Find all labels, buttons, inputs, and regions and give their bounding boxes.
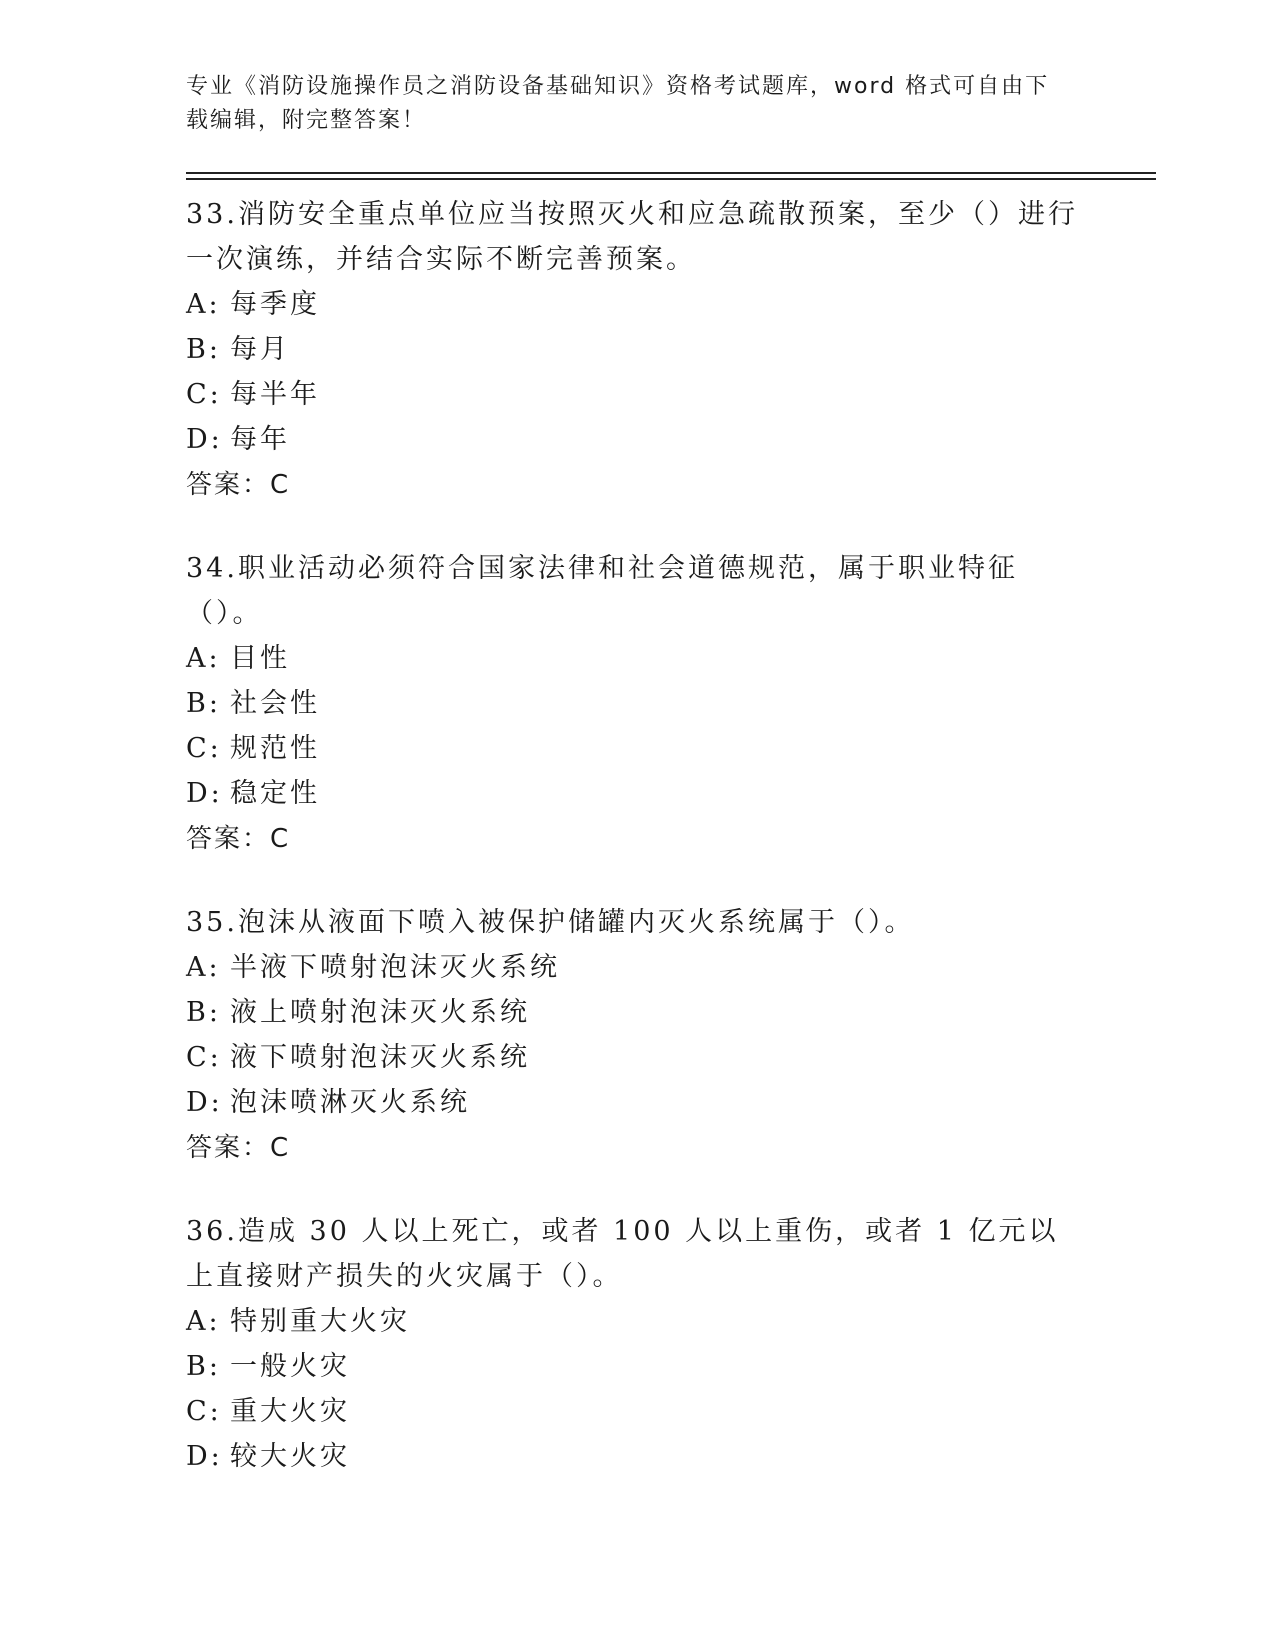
option-a: [186, 1299, 1156, 1344]
option-text: 半液下喷射泡沫灭火系统: [230, 952, 560, 983]
question-stem: 35.泡沫从液面下喷入被保护储罐内灭火系统属于（）。: [186, 907, 915, 938]
option-letter: D:: [186, 1087, 223, 1118]
option-a: [186, 282, 1156, 327]
option-letter: C:: [186, 1042, 222, 1073]
question-34: [186, 546, 1156, 862]
option-c: [186, 726, 1156, 771]
document-intro: 专业《消防设施操作员之消防设备基础知识》资格考试题库，word 格式可自由下载编辑，附完整答案！: [186, 74, 1050, 133]
option-a: [186, 636, 1156, 681]
option-letter: B:: [186, 997, 221, 1028]
option-letter: A:: [186, 1306, 221, 1337]
option-letter: C:: [186, 1396, 222, 1427]
option-b: [186, 1344, 1156, 1389]
question-35: [186, 900, 1156, 1171]
option-text: 液上喷射泡沫灭火系统: [230, 997, 530, 1028]
option-letter: A:: [186, 289, 221, 320]
option-text: 规范性: [230, 733, 320, 764]
option-a: [186, 945, 1156, 990]
question-stem: 33.消防安全重点单位应当按照灭火和应急疏散预案，至少（）进行一次演练，并结合实际不断完善预案。: [186, 199, 1078, 275]
option-letter: A:: [186, 643, 221, 674]
option-letter: D:: [186, 1441, 223, 1472]
option-text: 较大火灾: [230, 1441, 350, 1472]
option-d: [186, 1434, 1156, 1479]
option-text: 每季度: [230, 289, 320, 320]
question-33: [186, 192, 1156, 508]
option-letter: A:: [186, 952, 221, 983]
question-stem: 36.造成 30 人以上死亡，或者 100 人以上重伤，或者 1 亿元以上直接财产损失的火灾属于（）。: [186, 1216, 1059, 1292]
header-divider: [186, 172, 1156, 180]
option-b: [186, 681, 1156, 726]
question-36: [186, 1209, 1156, 1479]
option-text: 重大火灾: [230, 1396, 350, 1427]
option-c: [186, 1035, 1156, 1080]
option-text: 每半年: [230, 379, 320, 410]
document-page: [186, 70, 1156, 1517]
option-text: 一般火灾: [230, 1351, 350, 1382]
option-d: [186, 1080, 1156, 1125]
option-letter: C:: [186, 379, 222, 410]
option-text: 稳定性: [230, 778, 320, 809]
answer-line: 答案：C: [186, 470, 291, 500]
option-text: 每年: [230, 424, 290, 455]
option-text: 泡沫喷淋灭火系统: [230, 1087, 470, 1118]
option-b: [186, 990, 1156, 1035]
option-letter: D:: [186, 778, 223, 809]
option-text: 每月: [230, 334, 290, 365]
option-text: 特别重大火灾: [230, 1306, 410, 1337]
option-letter: B:: [186, 334, 221, 365]
option-text: 社会性: [230, 688, 320, 719]
option-text: 目性: [230, 643, 290, 674]
option-text: 液下喷射泡沫灭火系统: [230, 1042, 530, 1073]
option-letter: B:: [186, 1351, 221, 1382]
answer-line: 答案：C: [186, 824, 291, 854]
option-d: [186, 771, 1156, 816]
option-letter: D:: [186, 424, 223, 455]
answer-line: 答案：C: [186, 1133, 291, 1163]
option-d: [186, 417, 1156, 462]
option-letter: C:: [186, 733, 222, 764]
option-b: [186, 327, 1156, 372]
option-c: [186, 1389, 1156, 1434]
option-letter: B:: [186, 688, 221, 719]
question-stem: 34.职业活动必须符合国家法律和社会道德规范，属于职业特征（）。: [186, 553, 1018, 629]
option-c: [186, 372, 1156, 417]
question-list: [186, 192, 1156, 1479]
